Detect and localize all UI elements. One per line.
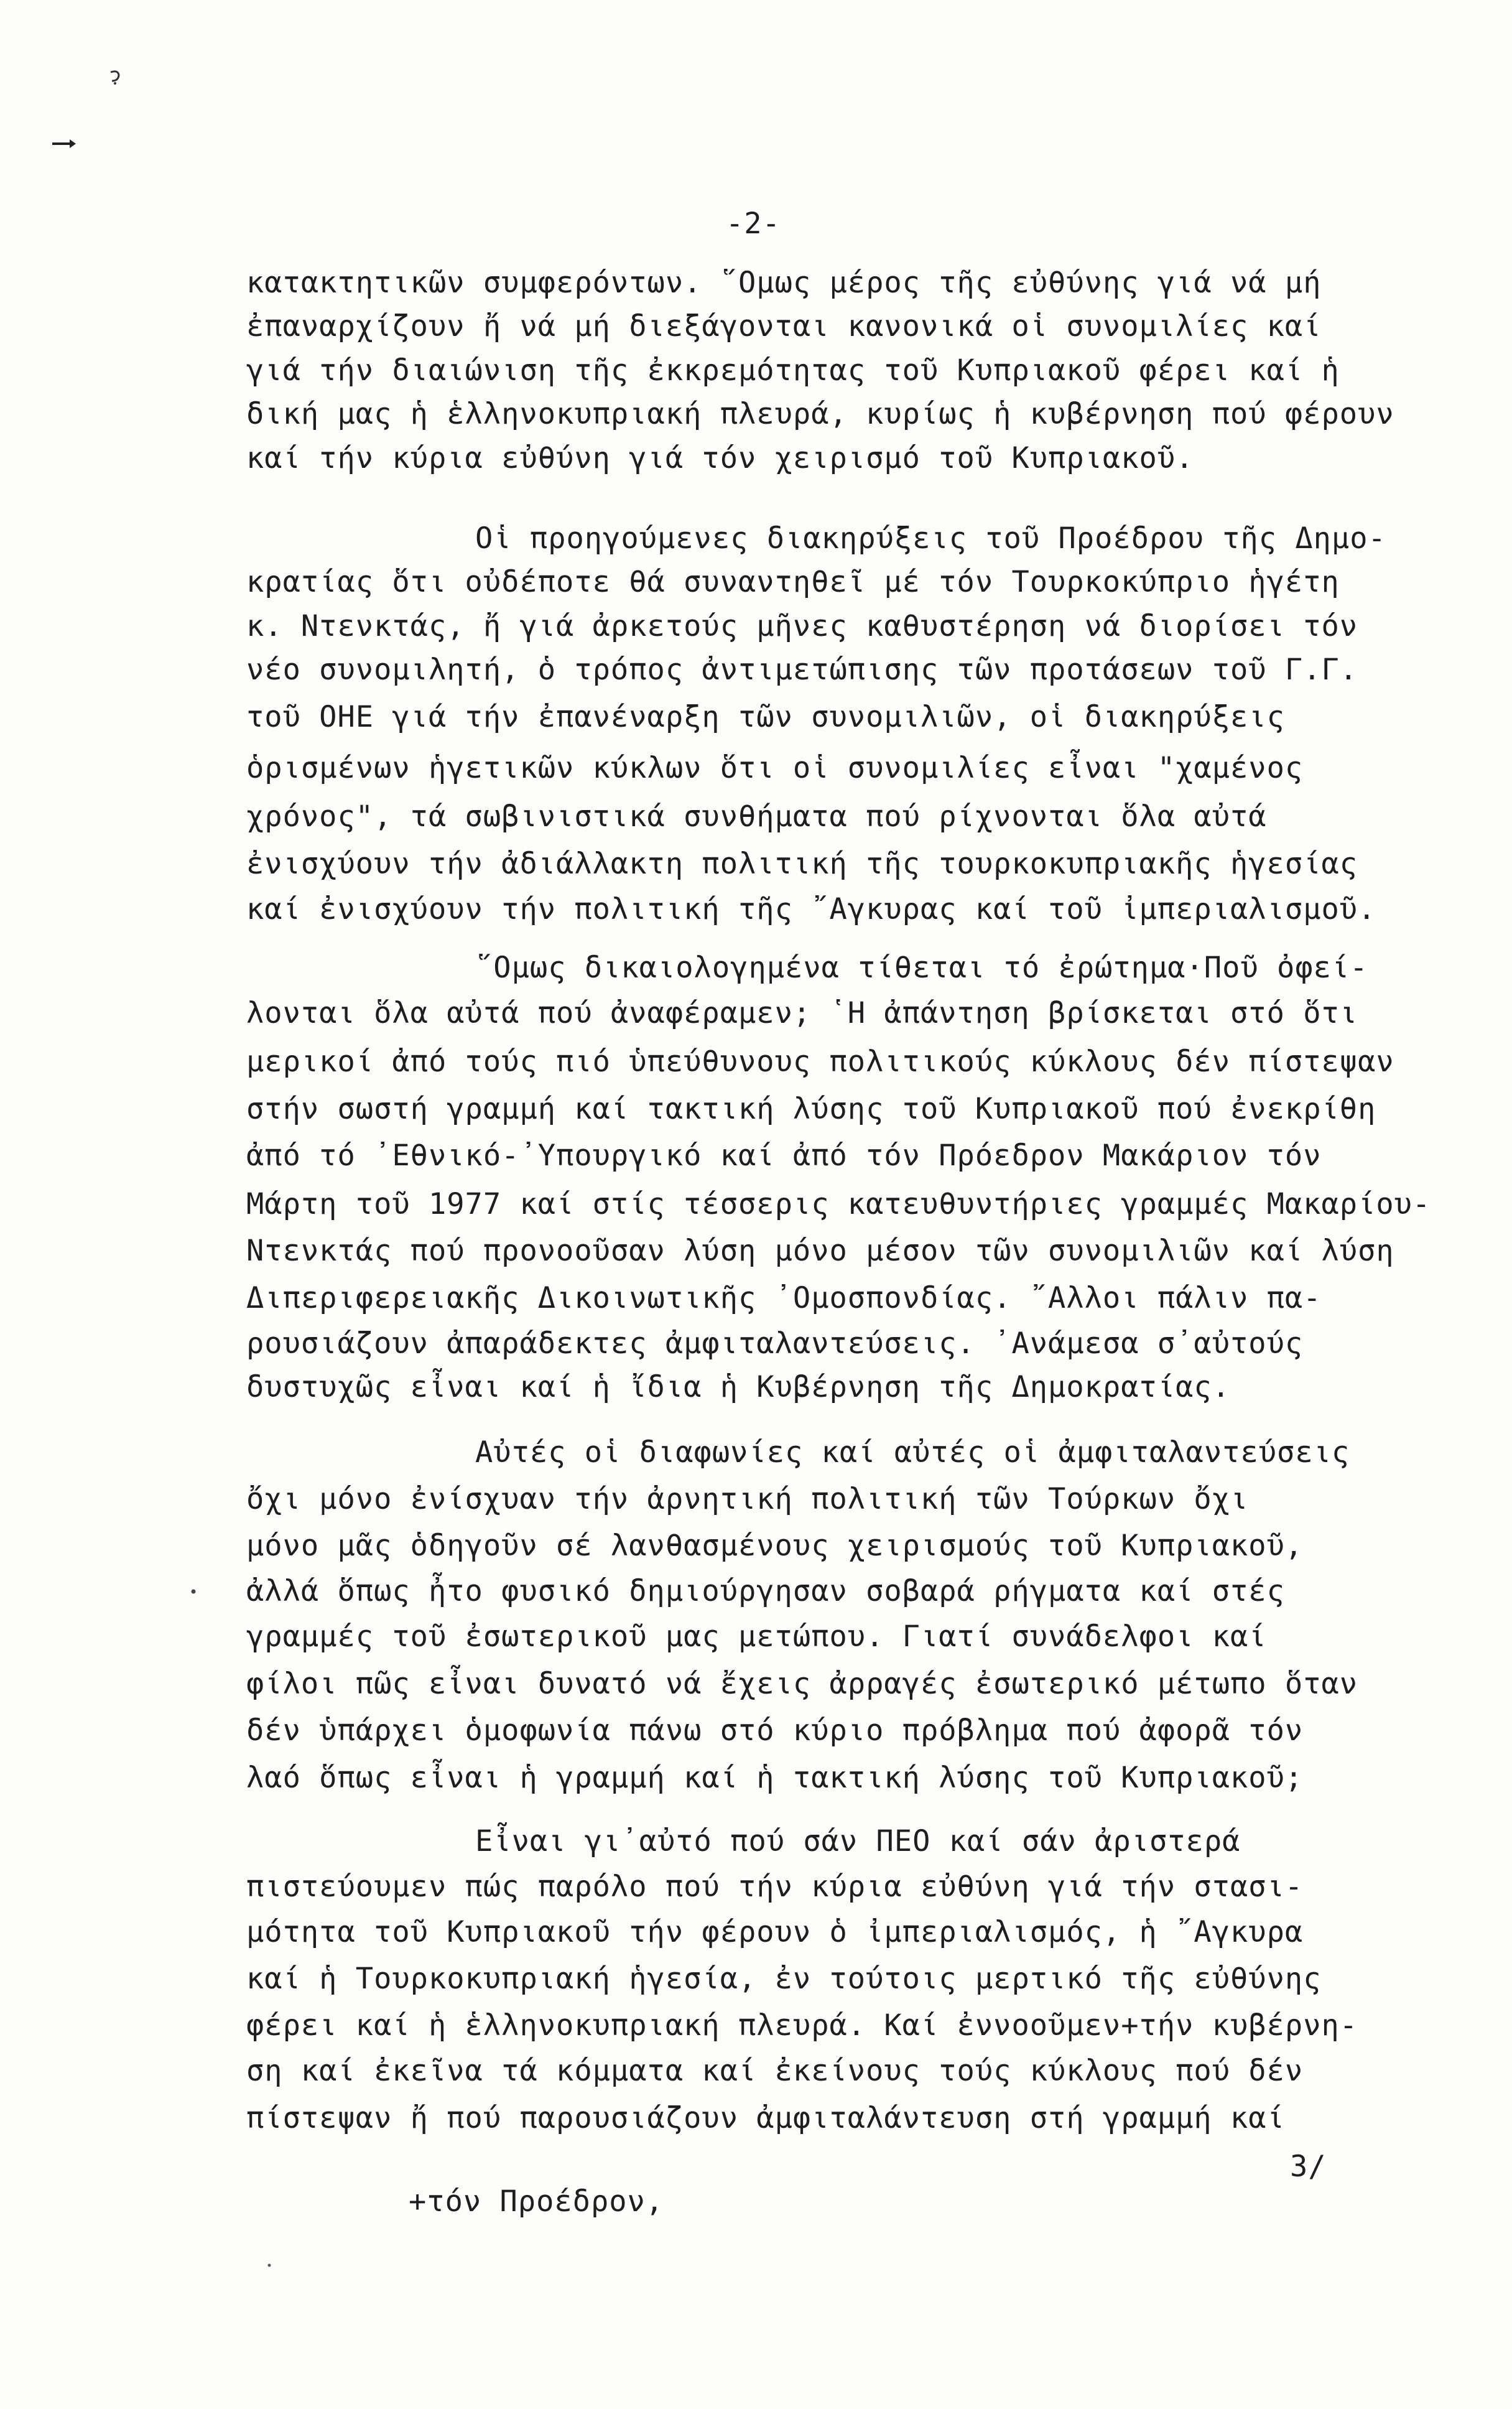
text-line: λαό ὅπως εἶναι ἡ γραμμή καί ἡ τακτική λύσης τοῦ Κυπριακοῦ;	[246, 1761, 1304, 1795]
text-line: δική μας ἡ ἑλληνοκυπριακή πλευρά, κυρίως ἡ κυβέρνηση πού φέρουν	[246, 397, 1394, 431]
text-line: γιά τήν διαιώνιση τῆς ἐκκρεμότητας τοῦ Κυπριακοῦ φέρει καί ἡ	[246, 353, 1340, 388]
text-line: ἐνισχύουν τήν ἀδιάλλακτη πολιτική τῆς τουρκοκυπριακῆς ἡγεσίας	[246, 847, 1358, 881]
text-line: ρουσιάζουν ἀπαράδεκτες ἀμφιταλαντεύσεις. ᾽Ανάμεσα σ᾽αὐτούς	[246, 1326, 1304, 1361]
text-line: Αὐτές οἱ διαφωνίες καί αὐτές οἱ ἀμφιταλαντεύσεις	[475, 1435, 1350, 1470]
text-line: χρόνος", τά σωβινιστικά συνθήματα πού ρίχνονται ὅλα αὐτά	[246, 799, 1267, 834]
text-line: Ντενκτάς πού προνοοῦσαν λύση μόνο μέσον τῶν συνομιλιῶν καί λύση	[246, 1234, 1394, 1268]
footnote: +τόν Προέδρον,	[409, 2184, 664, 2219]
dot-mark	[266, 2262, 272, 2268]
text-line: δυστυχῶς εἶναι καί ἡ ἴδια ἡ Κυβέρνηση τῆς Δημοκρατίας.	[246, 1370, 1231, 1404]
text-line: Μάρτη τοῦ 1977 καί στίς τέσσερις κατευθυντήριες γραμμές Μακαρίου-	[246, 1187, 1431, 1221]
text-line: ἀπό τό ᾽Εθνικό-᾽Υπουργικό καί ἀπό τόν Πρόεδρον Μακάριον τόν	[246, 1139, 1322, 1173]
text-line: ῞Ομως δικαιολογημένα τίθεται τό ἐρώτημα·Ποῦ ὀφεί-	[475, 951, 1368, 985]
text-line: τοῦ ΟΗΕ γιά τήν ἐπανέναρξη τῶν συνομιλιῶν, οἱ διακηρύξεις	[246, 700, 1285, 734]
dot-mark	[190, 1588, 197, 1595]
text-line: ἐπαναρχίζουν ἤ νά μή διεξάγονται κανονικά οἱ συνομιλίες καί	[246, 309, 1322, 343]
text-line: ὄχι μόνο ἐνίσχυαν τήν ἀρνητική πολιτική τῶν Τούρκων ὄχι	[246, 1482, 1249, 1516]
text-line: Εἶναι γι᾽αὐτό πού σάν ΠΕΟ καί σάν ἀριστερά	[475, 1824, 1241, 1858]
text-line: λονται ὅλα αὐτά πού ἀναφέραμεν; ῾Η ἀπάντηση βρίσκεται στό ὅτι	[246, 996, 1358, 1030]
text-line: φίλοι πῶς εἶναι δυνατό νά ἔχεις ἀρραγές ἐσωτερικό μέτωπο ὅταν	[246, 1667, 1358, 1701]
text-line: κατακτητικῶν συμφερόντων. ῞Ομως μέρος τῆς εὐθύνης γιά νά μή	[246, 266, 1322, 300]
text-line: Διπεριφερειακῆς Δικοινωτικῆς ᾽Ομοσπονδίας. ῎Αλλοι πάλιν πα-	[246, 1281, 1322, 1315]
text-line: φέρει καί ἡ ἑλληνοκυπριακή πλευρά. Καί ἐννοοῦμεν+τήν κυβέρνη-	[246, 2008, 1358, 2043]
text-line: μερικοί ἀπό τούς πιό ὑπεύθυνους πολιτικούς κύκλους δέν πίστεψαν	[246, 1045, 1394, 1079]
text-line: καί τήν κύρια εὐθύνη γιά τόν χειρισμό τοῦ Κυπριακοῦ.	[246, 441, 1194, 475]
text-line: πιστεύουμεν πώς παρόλο πού τήν κύρια εὐθύνη γιά τήν στασι-	[246, 1870, 1304, 1904]
text-line: γραμμές τοῦ ἐσωτερικοῦ μας μετώπου. Γιατί συνάδελφοι καί	[246, 1619, 1267, 1654]
text-line: καί ἐνισχύουν τήν πολιτική τῆς ῎Αγκυρας καί τοῦ ἰμπεριαλισμοῦ.	[246, 892, 1376, 926]
next-page-marker: 3/	[1290, 2150, 1327, 2184]
page-number: -2-	[726, 207, 781, 241]
text-line: κ. Ντενκτάς, ἤ γιά ἀρκετούς μῆνες καθυστέρηση νά διορίσει τόν	[246, 609, 1358, 643]
stray-mark-icon	[106, 67, 124, 86]
text-line: δέν ὑπάρχει ὁμοφωνία πάνω στό κύριο πρόβλημα πού ἀφορᾶ τόν	[246, 1713, 1304, 1748]
text-line: στήν σωστή γραμμή καί τακτική λύσης τοῦ Κυπριακοῦ πού ἐνεκρίθη	[246, 1092, 1376, 1126]
text-line: καί ἡ Τουρκοκυπριακή ἡγεσία, ἐν τούτοις μερτικό τῆς εὐθύνης	[246, 1962, 1322, 1996]
text-line: κρατίας ὅτι οὐδέποτε θά συναντηθεῖ μέ τόν Τουρκοκύπριο ἡγέτη	[246, 565, 1340, 599]
text-line: νέο συνομιλητή, ὁ τρόπος ἀντιμετώπισης τῶν προτάσεων τοῦ Γ.Γ.	[246, 653, 1358, 687]
text-line: ση καί ἐκεῖνα τά κόμματα καί ἐκείνους τούς κύκλους πού δέν	[246, 2054, 1304, 2088]
text-line: ὁρισμένων ἡγετικῶν κύκλων ὅτι οἱ συνομιλίες εἶναι "χαμένος	[246, 751, 1304, 785]
arrow-icon	[51, 136, 78, 152]
text-line: Οἱ προηγούμενες διακηρύξεις τοῦ Προέδρου τῆς Δημο-	[475, 521, 1386, 556]
text-line: ἀλλά ὅπως ἦτο φυσικό δημιούργησαν σοβαρά ρήγματα καί στές	[246, 1574, 1285, 1608]
text-line: πίστεψαν ἤ πού παρουσιάζουν ἀμφιταλάντευση στή γραμμή καί	[246, 2101, 1285, 2135]
text-line: μόνο μᾶς ὁδηγοῦν σέ λανθασμένους χειρισμούς τοῦ Κυπριακοῦ,	[246, 1529, 1304, 1563]
text-line: μότητα τοῦ Κυπριακοῦ τήν φέρουν ὁ ἰμπεριαλισμός, ἡ ῎Αγκυρα	[246, 1915, 1304, 1949]
